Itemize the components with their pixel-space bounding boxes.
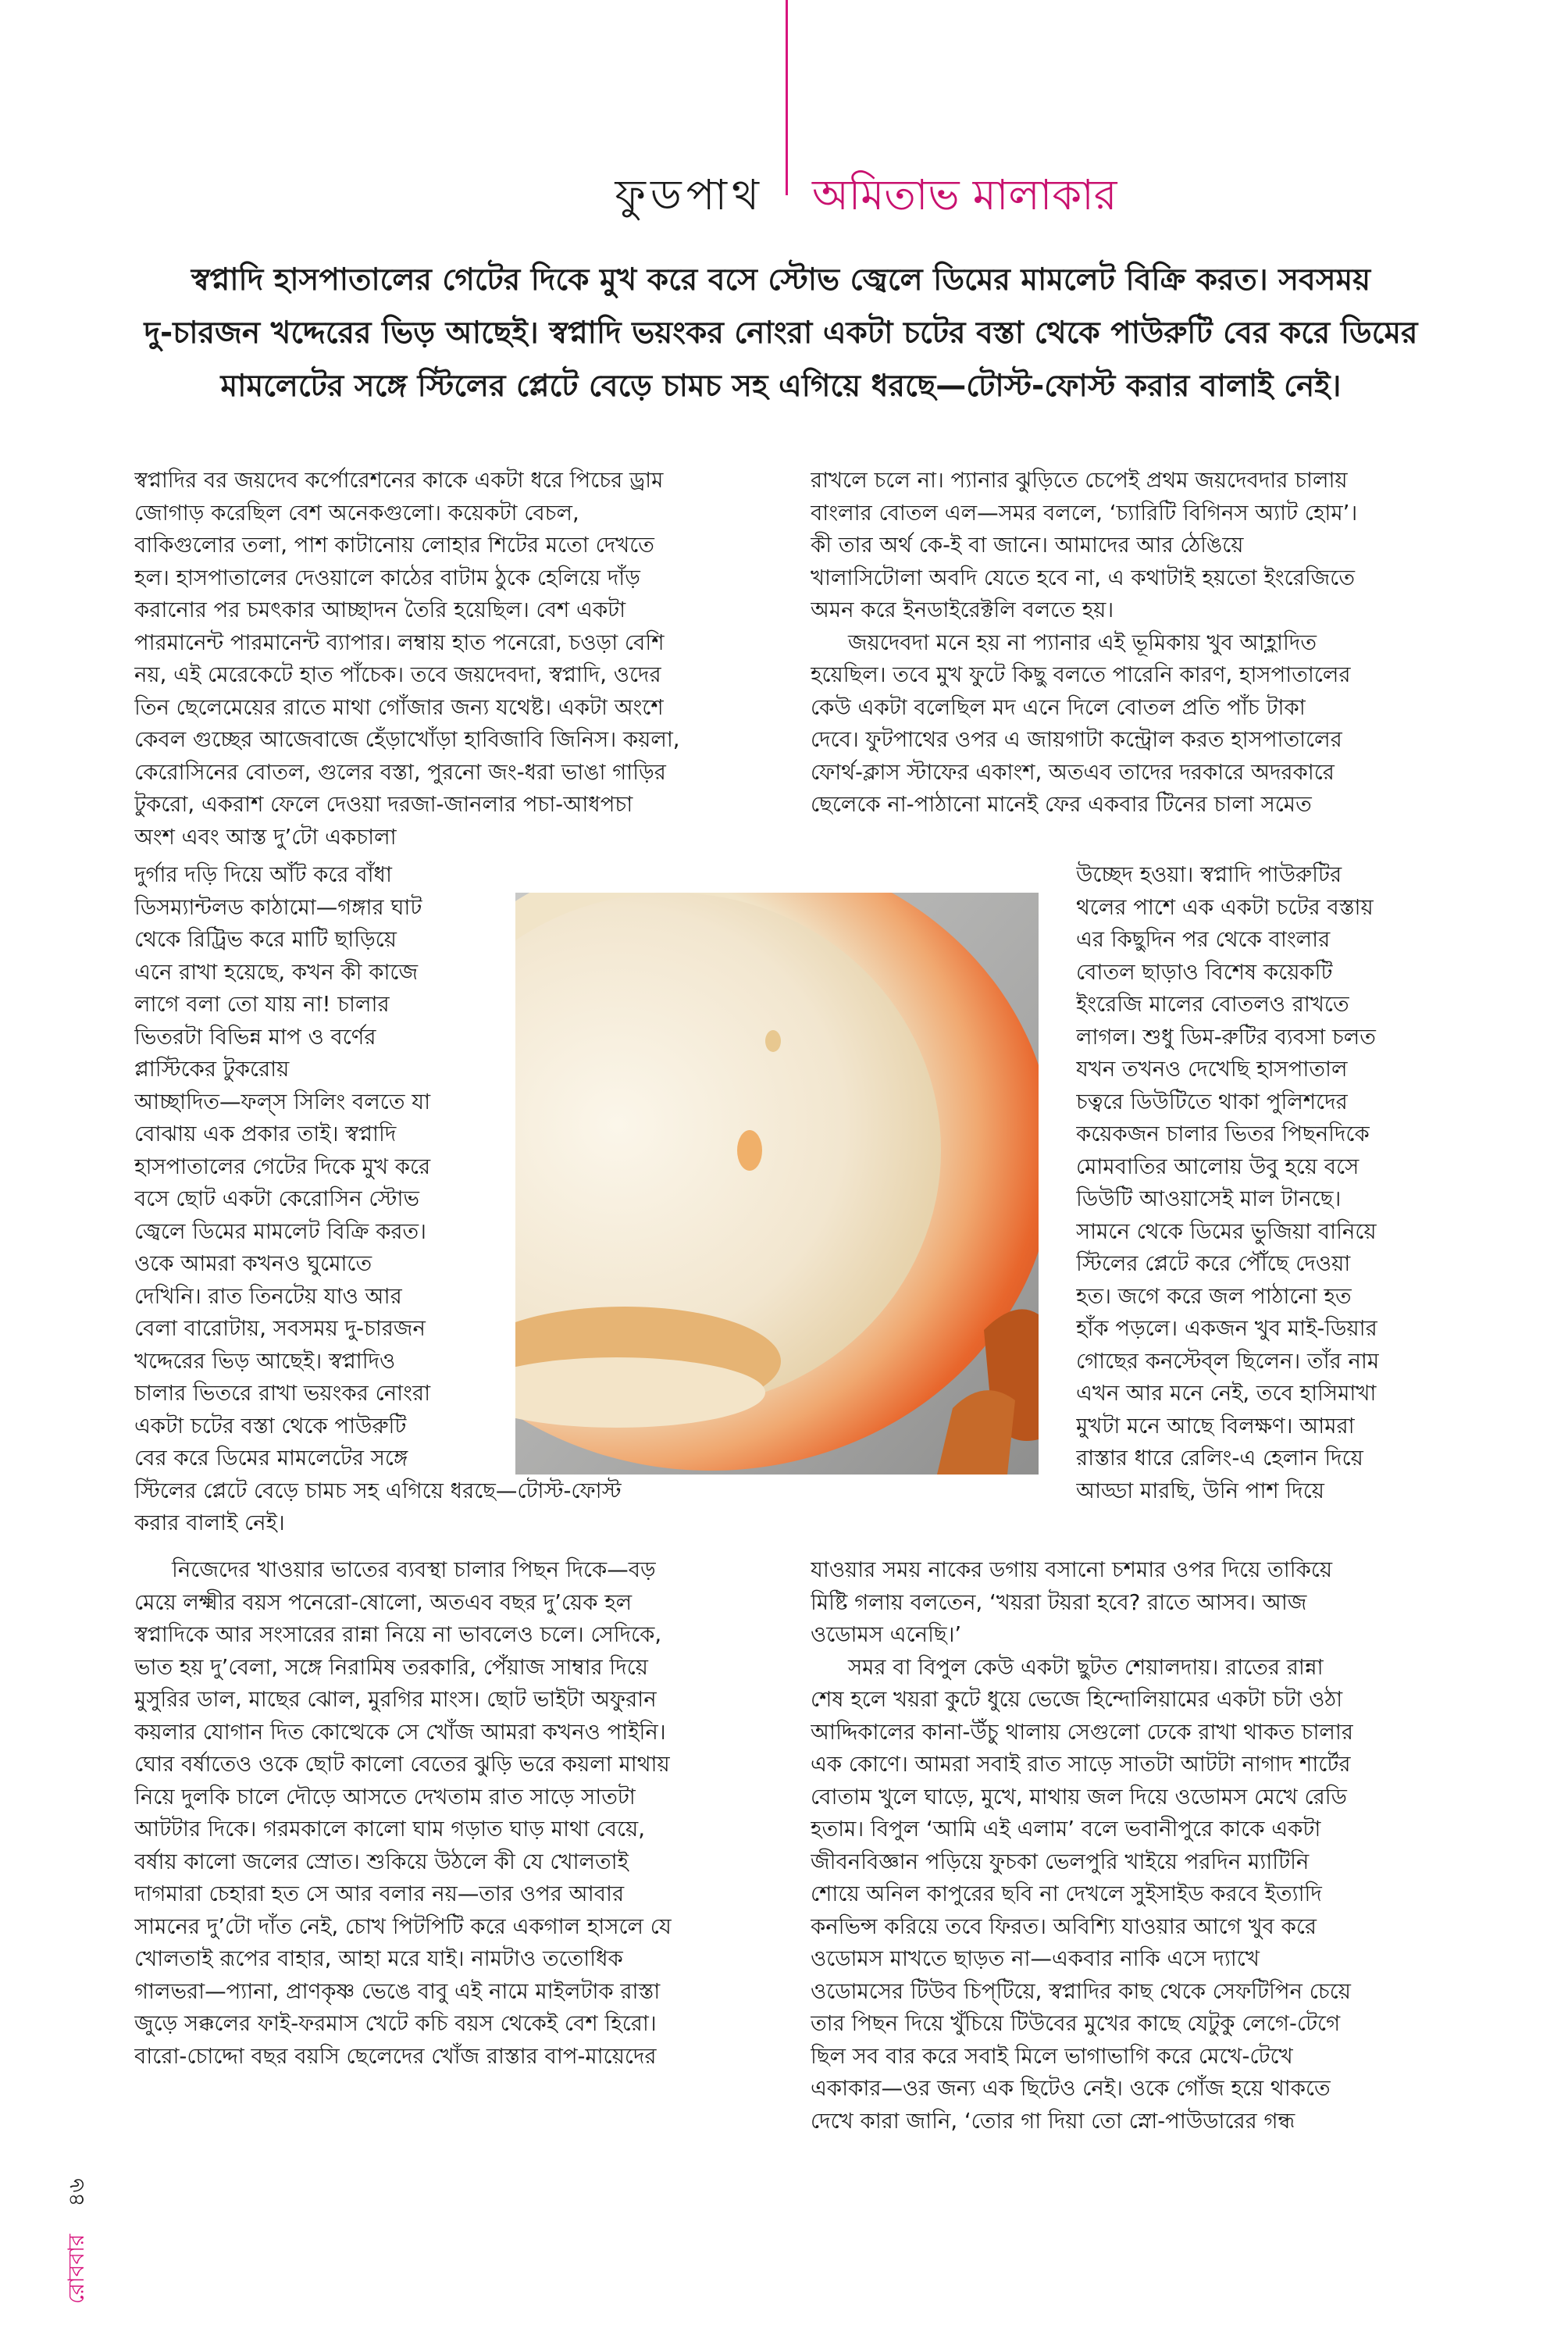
- text-line: নিয়ে দুলকি চালে দৌড়ে আসতে দেখতাম রাত সাড়ে সাতটা: [134, 1784, 636, 1810]
- text-line: করার বালাই নেই।: [134, 1510, 285, 1535]
- text-line: বারো-চোদ্দো বছর বয়সি ছেলেদের খোঁজ রাস্তার বাপ-মায়েদের: [134, 2043, 657, 2069]
- text-line: প্লাস্টিকের টুকরোয়: [134, 1057, 290, 1082]
- text-line: তিন ছেলেমেয়ের রাতে মাথা গোঁজার জন্য যথেষ্ট। একটা অংশে: [134, 694, 664, 720]
- text-line: টুকরো, একরাশ ফেলে দেওয়া দরজা-জানলার পচা-আধপচা: [134, 792, 633, 817]
- text-line: ফোর্থ-ক্লাস স্টাফের একাংশ, অতএব তাদের দরকারে অদরকারে: [811, 759, 1335, 785]
- text-line: স্টিলের প্লেটে করে পৌঁছে দেওয়া: [1076, 1251, 1351, 1276]
- text-line: হয়েছিল। তবে মুখ ফুটে কিছু বলতে পারেনি কারণ, হাসপাতালের: [811, 662, 1351, 687]
- page-footer-label: [47, 2054, 94, 2304]
- text-line: বোতাম খুলে ঘাড়ে, মুখে, মাথায় জল দিয়ে ওডোমস মেখে রেডি: [811, 1784, 1347, 1810]
- text-line: জ্বেলে ডিমের মামলেট বিক্রি করত।: [134, 1218, 426, 1244]
- text-line: কনভিন্স করিয়ে তবে ফিরত। অবিশ্যি যাওয়ার আগে খুব করে: [811, 1913, 1317, 1939]
- author-name: অমিতাভ মালাকার: [812, 170, 1117, 219]
- left-column-bottom: [134, 1554, 672, 2073]
- text-line: তার পিছন দিয়ে খুঁচিয়ে টিউবের মুখের কাছে যেটুকু লেগে-টেগে: [811, 2011, 1341, 2036]
- text-line: অংশ এবং আস্ত দু’টো একচালা: [134, 824, 397, 850]
- text-line: দুর্গার দড়ি দিয়ে আঁট করে বাঁধা: [134, 862, 392, 887]
- text-line: কী তার অর্থ কে-ই বা জানে। আমাদের আর ঠেঙিয়ে: [811, 533, 1244, 558]
- text-line: রাখলে চলে না। প্যানার ঝুড়িতে চেপেই প্রথম জয়দেবদার চালায়: [811, 468, 1348, 493]
- text-line: বাংলার বোতল এল—সমর বললে, ‘চ্যারিটি বিগিনস অ্যাট হোম’।: [811, 500, 1358, 526]
- text-line: ওডোমস এনেছি।’: [811, 1622, 962, 1647]
- article-header: [0, 160, 1568, 230]
- text-line: থেকে রিট্রিভ করে মাটি ছাড়িয়ে: [134, 927, 397, 952]
- text-line: যাওয়ার সময় নাকের ডগায় বসানো চশমার ওপর দিয়ে তাকিয়ে: [811, 1557, 1333, 1582]
- text-line: গোছের কনস্টেব্‌ল ছিলেন। তাঁর নাম: [1076, 1348, 1380, 1374]
- text-line: মিষ্টি গলায় বলতেন, ‘খয়রা টয়রা হবে? রাতে আসব। আজ: [811, 1589, 1307, 1615]
- text-line: বসে ছোট একটা কেরোসিন স্টোভ: [134, 1186, 419, 1211]
- text-line: সামনের দু’টো দাঁত নেই, চোখ পিটপিটি করে একগাল হাসলে যে: [134, 1913, 672, 1939]
- text-line: জয়দেবদা মনে হয় না প্যানার এই ভূমিকায় খুব আহ্লাদিত: [848, 629, 1317, 655]
- text-line: চত্বরে ডিউটিতে থাকা পুলিশদের: [1076, 1089, 1348, 1114]
- text-line: বোঝায় এক প্রকার তাই। স্বপ্নাদি: [134, 1122, 397, 1146]
- text-line: জীবনবিজ্ঞান পড়িয়ে ফুচকা ভেলপুরি খাইয়ে পরদিন ম্যাটিনি: [811, 1849, 1310, 1874]
- text-line: ওডোমসের টিউব চিপ্‌টিয়ে, স্বপ্নাদির কাছ থেকে সেফটিপিন চেয়ে: [811, 1978, 1351, 2004]
- text-line: বোতল ছাড়াও বিশেষ কয়েকটি: [1076, 959, 1333, 985]
- text-line: স্বপ্নাদিকে আর সংসারের রান্না নিয়ে না ভাবলেও চলে। সেদিকে,: [134, 1622, 662, 1647]
- text-line: লাগল। শুধু ডিম-রুটির ব্যবসা চলত: [1076, 1024, 1376, 1050]
- text-line: ভিতরটা বিভিন্ন মাপ ও বর্ণের: [134, 1024, 376, 1050]
- text-line: আদ্দিকালের কানা-উঁচু থালায় সেগুলো ঢেকে রাখা থাকত চালার: [811, 1719, 1354, 1745]
- text-line: ডিসম্যান্টলড কাঠামো—গঙ্গার ঘাট: [134, 894, 422, 920]
- text-line: ওডোমস মাখতে ছাড়ত না—একবার নাকি এসে দ্যাখে: [811, 1946, 1260, 1971]
- text-line: বের করে ডিমের মামলেটের সঙ্গে: [134, 1446, 408, 1471]
- text-line: একটা চটের বস্তা থেকে পাউরুটি: [134, 1413, 407, 1439]
- text-line: ছেলেকে না-পাঠানো মানেই ফের একবার টিনের চালা সমেত: [811, 792, 1312, 817]
- text-line: আটটার দিকে। গরমকালে কালো ঘাম গড়াত ঘাড় মাথা বেয়ে,: [134, 1817, 645, 1842]
- text-line: ডিউটি আওয়াসেই মাল টানছে।: [1076, 1186, 1342, 1211]
- text-line: এনে রাখা হয়েছে, কখন কী কাজে: [134, 959, 419, 985]
- text-line: মোমবাতির আলোয় উবু হয়ে বসে: [1076, 1154, 1360, 1179]
- text-line: ইংরেজি মালের বোতলও রাখতে: [1076, 992, 1349, 1017]
- text-line: হল। হাসপাতালের দেওয়ালে কাঠের বাটাম ঠুকে হেলিয়ে দাঁড়: [134, 565, 640, 590]
- text-line: বেলা বারোটায়, সবসময় দু-চারজন: [134, 1316, 426, 1341]
- text-line: স্বপ্নাদির বর জয়দেব কর্পোরেশনের কাকে একটা ধরে পিচের ড্রাম: [134, 468, 664, 493]
- text-line: নিজেদের খাওয়ার ভাতের ব্যবস্থা চালার পিছন দিকে—বড়: [172, 1557, 656, 1582]
- text-line: যখন তখনও দেখেছি হাসপাতাল: [1076, 1057, 1348, 1082]
- text-line: সমর বা বিপুল কেউ একটা ছুটত শেয়ালদায়। রাতের রান্না: [848, 1654, 1324, 1680]
- text-line: উচ্ছেদ হওয়া। স্বপ্নাদি পাউরুটির: [1076, 862, 1342, 887]
- text-line: এখন আর মনে নেই, তবে হাসিমাখা: [1076, 1381, 1377, 1406]
- text-line: খদ্দেরের ভিড় আছেই। স্বপ্নাদিও: [134, 1348, 396, 1374]
- standfirst-line: দু-চারজন খদ্দেরের ভিড় আছেই। স্বপ্নাদি ভয়ংকর নোংরা একটা চটের বস্তা থেকে পাউরুটি বের করে ডিমের: [144, 316, 1418, 351]
- text-line: করানোর পর চমৎকার আচ্ছাদন তৈরি হয়েছিল। বেশ একটা: [134, 597, 626, 622]
- text-line: বাকিগুলোর তলা, পাশ কাটানোয় লোহার শিটের মতো দেখতে: [134, 533, 654, 558]
- page-number: ৪৬: [63, 2178, 89, 2207]
- text-line: কয়েকজন চালার ভিতর পিছনদিকে: [1076, 1122, 1370, 1146]
- text-line: হত। জগে করে জল পাঠানো হত: [1076, 1283, 1352, 1309]
- right-column-bottom: [811, 1554, 1353, 2138]
- text-line: কেউ একটা বলেছিল মদ এনে দিলে বোতল প্রতি পাঁচ টাকা: [811, 694, 1306, 720]
- standfirst-line: মামলেটের সঙ্গে স্টিলের প্লেটে বেড়ে চামচ সহ এগিয়ে ধরছে—টোস্ট-ফোস্ট করার বালাই নেই।: [220, 369, 1342, 404]
- section-label: ফুডপাথ: [615, 170, 764, 219]
- text-line: মুখটা মনে আছে বিলক্ষণ। আমরা: [1076, 1413, 1355, 1439]
- magazine-name: রোববার: [63, 2234, 89, 2304]
- text-line: জুড়ে সক্কলের ফাই-ফরমাস খেটে কচি বয়স থেকেই বেশ হিরো।: [134, 2011, 657, 2036]
- right-column-wrap: [1076, 859, 1379, 1507]
- text-line: পারমানেন্ট পারমানেন্ট ব্যাপার। লম্বায় হাত পনেরো, চওড়া বেশি: [134, 629, 665, 655]
- text-line: নয়, এই মেরেকেটে হাত পাঁচেক। তবে জয়দেবদা, স্বপ্নাদি, ওদের: [134, 662, 661, 687]
- text-line: এক কোণে। আমরা সবাই রাত সাড়ে সাতটা আটটা নাগাদ শার্টের: [811, 1752, 1351, 1777]
- text-line: আচ্ছাদিত—ফল্‌স সিলিং বলতে যা: [134, 1089, 431, 1114]
- text-line: খালাসিটোলা অবদি যেতে হবে না, এ কথাটাই হয়তো ইংরেজিতে: [811, 565, 1355, 590]
- text-line: মুসুরির ডাল, মাছের ঝোল, মুরগির মাংস। ছোট ভাইটা অফুরান: [134, 1687, 657, 1712]
- text-line: ভাত হয় দু’বেলা, সঙ্গে নিরামিষ তরকারি, পেঁয়াজ সাম্বার দিয়ে: [134, 1654, 648, 1680]
- text-line: দেবে। ফুটপাথের ওপর এ জায়গাটা কন্ট্রোল করত হাসপাতালের: [811, 727, 1342, 752]
- text-line: শেষ হলে খয়রা কুটে ধুয়ে ভেজে হিন্দোলিয়ামের একটা চটা ওঠা: [811, 1687, 1343, 1712]
- text-line: বর্ষায় কালো জলের স্রোত। শুকিয়ে উঠলে কী যে খোলতাই: [134, 1849, 629, 1874]
- text-line: দেখে কারা জানি, ‘তোর গা দিয়া তো স্নো-পাউডারের গন্ধ: [811, 2108, 1295, 2134]
- text-line: জোগাড় করেছিল বেশ অনেকগুলো। কয়েকটা বেচল,: [134, 500, 579, 526]
- text-line: শোয়ে অনিল কাপুরের ছবি না দেখলে সুইসাইড করবে ইত্যাদি: [811, 1881, 1322, 1906]
- text-line: অমন করে ইনডাইরেক্টলি বলতে হয়।: [811, 597, 1114, 622]
- text-line: কেবল গুচ্ছের আজেবাজে হেঁড়াখোঁড়া হাবিজাবি জিনিস। কয়লা,: [134, 727, 680, 752]
- text-line: কেরোসিনের বোতল, গুলের বস্তা, পুরনো জং-ধরা ভাঙা গাড়ির: [134, 759, 666, 785]
- text-line: ছিল সব বার করে সবাই মিলে ভাগাভাগি করে মেখে-টেখে: [811, 2043, 1293, 2069]
- text-line: আড্ডা মারছি, উনি পাশ দিয়ে: [1076, 1478, 1324, 1503]
- text-line: হাসপাতালের গেটের দিকে মুখ করে: [134, 1154, 431, 1179]
- text-line: লাগে বলা তো যায় না! চালার: [134, 992, 390, 1017]
- text-line: কয়লার যোগান দিত কোত্থেকে সে খোঁজ আমরা কখনও পাইনি।: [134, 1719, 666, 1745]
- left-column-top: [134, 465, 680, 854]
- standfirst: [117, 254, 1445, 413]
- text-line: দেখিনি। রাত তিনটেয় যাও আর: [134, 1283, 402, 1309]
- text-line: ওকে আমরা কখনও ঘুমোতে: [134, 1251, 372, 1276]
- text-line: মেয়ে লক্ষ্মীর বয়স পনেরো-ষোলো, অতএব বছর দু’য়েক হল: [134, 1589, 633, 1615]
- text-line: ঘোর বর্ষাতেও ওকে ছোট কালো বেতের ঝুড়ি ভরে কয়লা মাথায়: [134, 1752, 670, 1777]
- standfirst-line: স্বপ্নাদি হাসপাতালের গেটের দিকে মুখ করে বসে স্টোভ জ্বেলে ডিমের মামলেট বিক্রি করত। সবসময়: [191, 262, 1371, 298]
- text-line: হাঁক পড়লে। একজন খুব মাই-ডিয়ার: [1076, 1316, 1377, 1341]
- text-line: গালভরা—প্যানা, প্রাণকৃষ্ণ ভেঙে বাবু এই নামে মাইলটাক রাস্তা: [134, 1978, 661, 2004]
- text-line: এর কিছুদিন পর থেকে বাংলার: [1076, 927, 1331, 952]
- text-line: সামনে থেকে ডিমের ভুজিয়া বানিয়ে: [1076, 1218, 1377, 1244]
- text-line: হতাম। বিপুল ‘আমি এই এলাম’ বলে ভবানীপুরে কাকে একটা: [811, 1817, 1321, 1842]
- right-column-top: [811, 465, 1357, 822]
- text-line: একাকার—ওর জন্য এক ছিটেও নেই। ওকে গোঁজ হয়ে থাকতে: [811, 2076, 1331, 2101]
- text-line: দাগমারা চেহারা হত সে আর বলার নয়—তার ওপর আবার: [134, 1881, 625, 1906]
- text-line: রাস্তার ধারে রেলিং-এ হেলান দিয়ে: [1076, 1446, 1363, 1471]
- text-line: খোলতাই রূপের বাহার, আহা মরে যাই। নামটাও ততোধিক: [134, 1946, 623, 1971]
- bread-photo: [515, 893, 1039, 1475]
- text-line: চালার ভিতরে রাখা ভয়ংকর নোংরা: [134, 1381, 431, 1406]
- text-line: স্টিলের প্লেটে বেড়ে চামচ সহ এগিয়ে ধরছে—টোস্ট-ফোস্ট: [134, 1478, 622, 1503]
- text-line: থলের পাশে এক একটা চটের বস্তায়: [1076, 894, 1374, 920]
